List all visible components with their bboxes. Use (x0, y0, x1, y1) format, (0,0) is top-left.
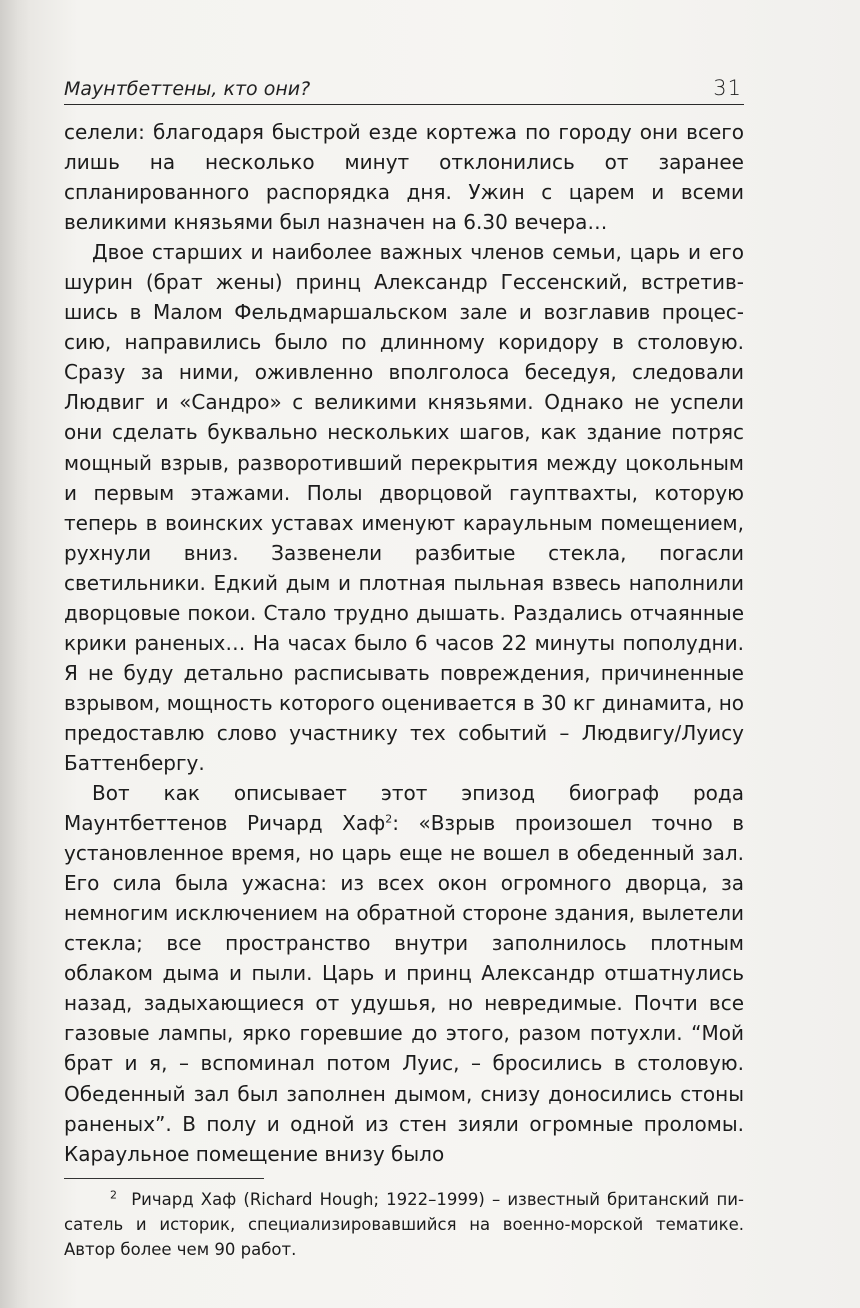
paragraph-3-start: Вот как описывает этот эпизод биограф рода Маунтбеттенов Ричард Хаф (64, 781, 744, 836)
footnote (64, 1187, 744, 1262)
paragraph-2: Двое старших и наиболее важных членов семьи, царь и его шурин (брат жены) принц Александр Гессенский, встретившись в Малом Фельдмаршальском зале и возглавив процессию, направились было по длинному коридору в столовую. Сразу за ними, оживленно вполголоса беседуя, следовали Людвиг и «Сандро» с великими князьями. Однако не успели они сделать буквально нескольких шагов, как здание потряс мощный взрыв, разворотивший перекрытия между цокольным и первым этажами. Полы дворцовой гауптвахты, которую теперь в воинских уставах именуют караульным помещением, рухнули вниз. Зазвенели разбитые стекла, погасли светильники. Едкий дым и плотная пыльная взвесь наполнили дворцовые покои. Стало трудно дышать. Раздались отчаянные крики раненых… На часах было 6 часов 22 минуты пополудни. Я не буду детально расписывать повреждения, причиненные взрывом, мощность которого оценивается в 30 кг динамита, но предоставлю слово участнику тех событий – Людвигу/Луису Баттенбергу. (64, 240, 744, 775)
page-number: 31 (713, 76, 742, 100)
footnote-divider (64, 1178, 264, 1179)
running-title: Маунтбеттены, кто они? (64, 78, 311, 100)
footnote-reference: 2 (385, 812, 393, 826)
running-header (64, 70, 744, 105)
footnote-text: Ричард Хаф (Richard Hough; 1922–1999) – известный британский писатель и историк, специализировавшийся на военно-морской тематике. Автор более чем 90 работ. (64, 1190, 744, 1259)
footnote-marker: 2 (110, 1188, 117, 1202)
paragraph-3 (64, 778, 744, 1169)
body-text (64, 117, 744, 1169)
paragraph-3-rest: : «Взрыв произошел точно в установленное время, но царь еще не вошел в обеденный зал. Его сила была ужасна: из всех окон огромного дворца, за немногим исключением на обратной стороне здания, вылетели стекла; все пространство внутри заполнилось плотным облаком дыма и пыли. Царь и принц Александр отшатнулись назад, задыхающиеся от удушья, но невредимые. Почти все газовые лампы, ярко горевшие до этого, разом потухли. “Мой брат и я, – вспоминал потом Луис, – бросились в столовую. Обеденный зал был заполнен дымом, снизу доносились стоны раненых”. В полу и одной из стен зияли огромные проломы. Караульное помещение внизу было (64, 811, 745, 1166)
paragraph-1: селели: благодаря быстрой езде кортежа по городу они всего лишь на несколько минут отклонились от заранее спланированного распорядка дня. Ужин с царем и всеми великими князьями был назначен на 6.30 вечера… (64, 120, 744, 235)
